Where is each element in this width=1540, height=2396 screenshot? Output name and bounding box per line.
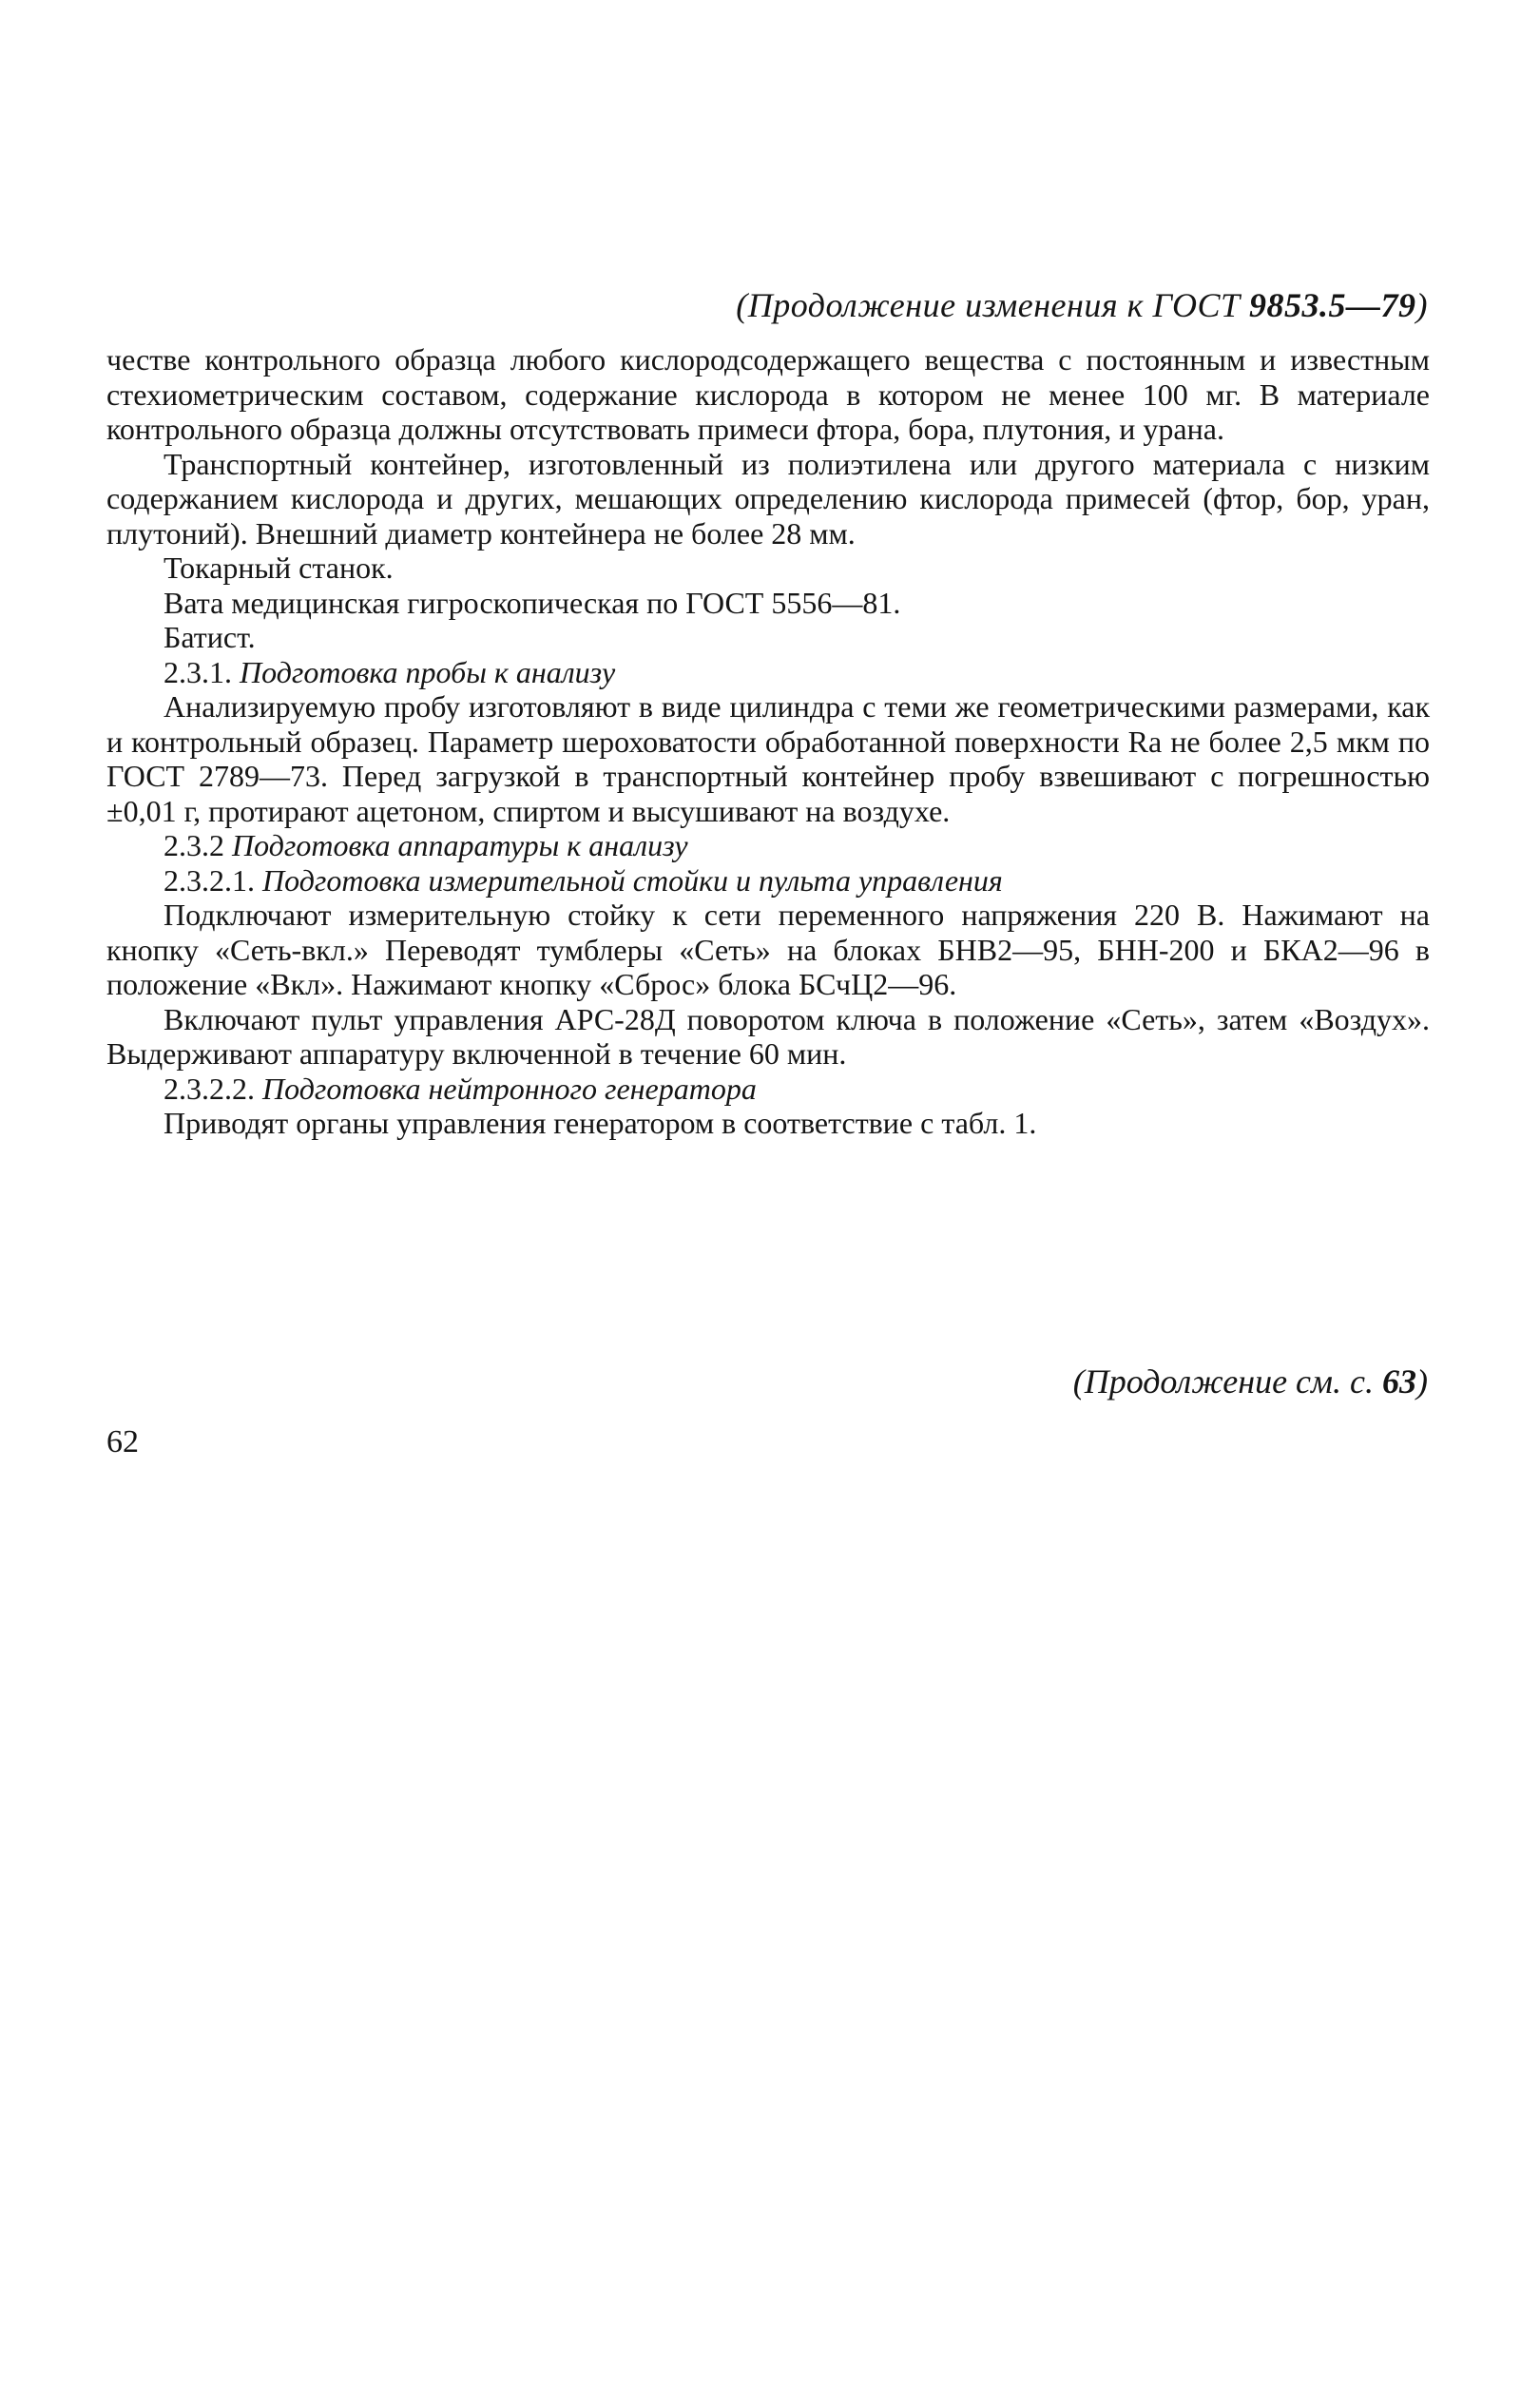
continuation-footer: [1073, 1362, 1428, 1401]
footer-prefix: (Продолжение см. с.: [1072, 1362, 1382, 1401]
header-suffix: ): [1415, 286, 1428, 324]
section-number: 2.3.2.2.: [164, 1071, 255, 1106]
header-prefix: (Продолжение изменения к ГОСТ: [736, 286, 1249, 324]
section-number: 2.3.1.: [164, 654, 232, 689]
continuation-header: [736, 285, 1428, 325]
section-title: Подготовка пробы к анализу: [240, 654, 616, 689]
standard-number: 9853.5—79: [1249, 286, 1416, 324]
section-number: 2.3.2.1.: [164, 862, 255, 898]
section-heading-2-3-2: [106, 828, 1430, 863]
paragraph-sample-prep: Анализируемую пробу изготовляют в виде цилиндра с теми же геометрическими размерами, как и контрольный образец. Параметр шероховатости обработанной поверхности Ra не более 2,5 мкм по ГОСТ 2789—73. Перед загрузкой в транспортный контейнер пробу взвешивают с погрешностью ±0,01 г, протирают ацетоном, спиртом и высушивают на воздухе.: [106, 689, 1430, 828]
paragraph-connect-rack: Подключают измерительную стойку к сети переменного напряжения 220 В. Нажимают на кнопку «Сеть-вкл.» Переводят тумблеры «Сеть» на блоках БНВ2—95, БНН-200 и БКА2—96 в положение «Вкл». Нажимают кнопку «Сброс» блока БСчЦ2—96.: [106, 898, 1430, 1001]
paragraph-cotton: Вата медицинская гигроскопическая по ГОСТ 5556—81.: [164, 585, 901, 620]
paragraph-lathe: Токарный станок.: [164, 551, 394, 585]
paragraph-control-panel: Включают пульт управления АРС-28Д поворотом ключа в положение «Сеть», затем «Воздух». Выдерживают аппаратуру включенной в течение 60 мин.: [106, 1001, 1430, 1071]
section-heading-2-3-1: [106, 655, 1430, 690]
section-number: 2.3.2: [164, 828, 224, 862]
section-title: Подготовка аппаратуры к анализу: [232, 828, 688, 862]
page-number: 62: [106, 1424, 139, 1459]
section-title: Подготовка измерительной стойки и пульта управления: [262, 862, 1003, 898]
document-body: [106, 342, 1430, 1141]
paragraph-sample-material: честве контрольного образца любого кислородсодержащего вещества с постоянным и известным стехиометрическим составом, содержание кислорода в котором не менее 100 мг. В материале контрольного образца должны отсутствовать примеси фтора, бора, плутония, и урана.: [106, 342, 1430, 446]
next-page-number: 63: [1382, 1362, 1416, 1401]
section-heading-2-3-2-1: [106, 863, 1430, 898]
paragraph-batiste: Батист.: [164, 620, 256, 654]
section-title: Подготовка нейтронного генератора: [262, 1071, 757, 1106]
section-heading-2-3-2-2: [106, 1072, 1430, 1107]
paragraph-generator-controls: Приводят органы управления генератором в соответствие с табл. 1.: [164, 1106, 1037, 1140]
paragraph-container: Транспортный контейнер, изготовленный из полиэтилена или другого материала с низким содержанием кислорода и других, мешающих определению кислорода примесей (фтор, бор, уран, плутоний). Внешний диаметр контейнера не более 28 мм.: [106, 446, 1430, 551]
footer-suffix: ): [1416, 1362, 1428, 1401]
